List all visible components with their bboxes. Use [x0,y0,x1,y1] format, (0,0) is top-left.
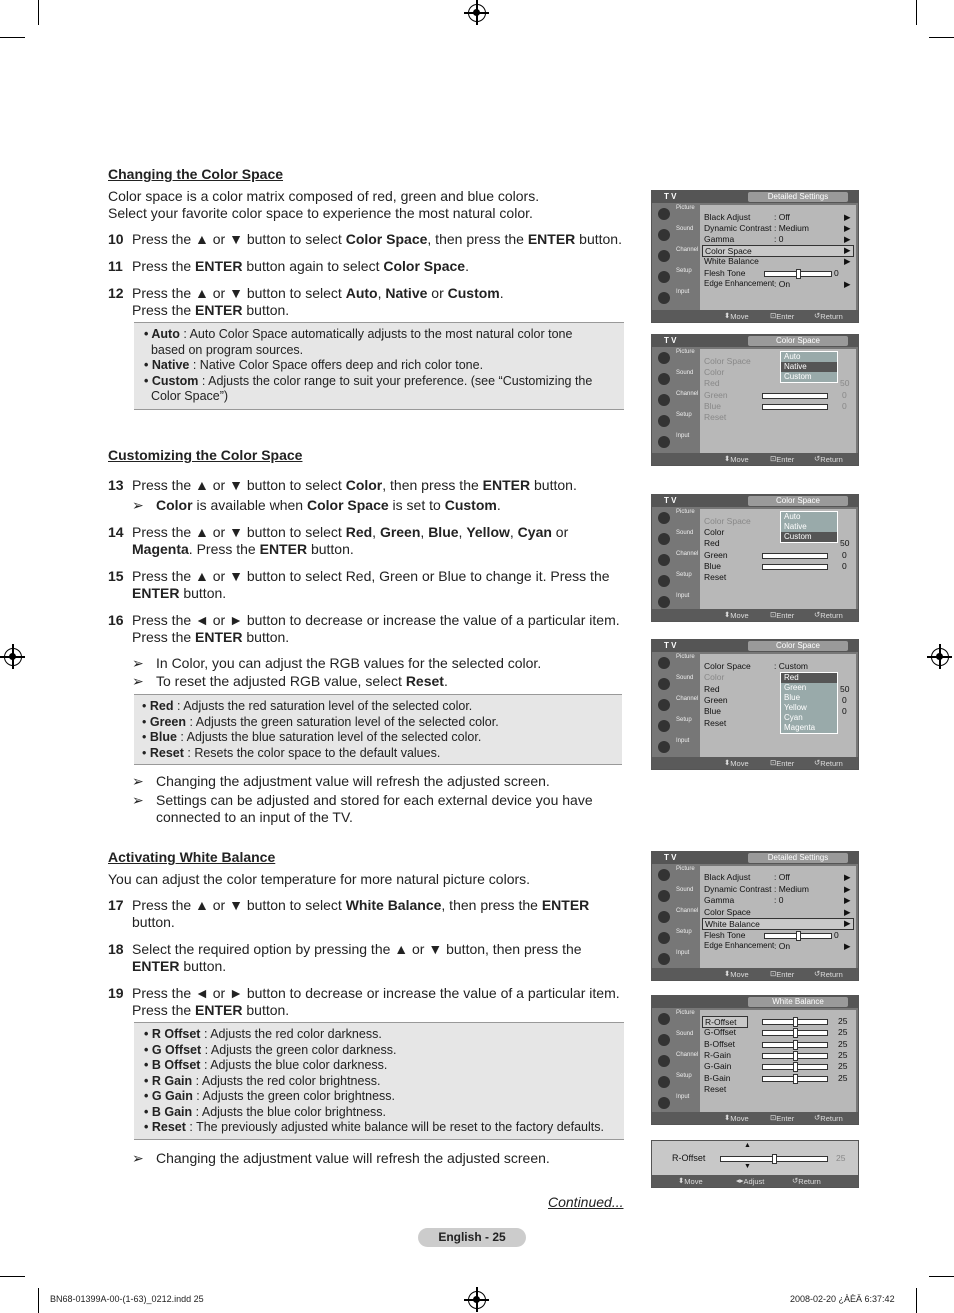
step-13: 13 Press the ▲ or ▼ button to select Color, then press the ENTER button. [108,477,577,493]
osd-detailed-settings: T V Detailed Settings Picture Sound Channel Setup Input Black Adjust : Off ▶ Dynamic Contrast : Medium ▶ Gamma : 0 ▶ Color Space ▶ White Balance ▶ Flesh Tone 0 Edge Enhancement : On ▶ ⬍ Move ⊡ Enter ↺ Return [651,190,859,323]
wb-row-label: B-Offset [704,1038,736,1049]
wb-row-label: Reset [704,1083,727,1094]
step-14: 14 Press the ▲ or ▼ button to select Red, Green, Blue, Yellow, Cyan or Magenta. Press the ENTER button. [108,524,569,557]
step-17: 17 Press the ▲ or ▼ button to select White Balance, then press the ENTER button. [108,897,590,930]
osd-color-space-options: T V Color Space Picture Sound Channel Setup Input Color Space Color Red Green Blue Reset 50 0 0 Auto Native Custom ⬍ Move ⊡ Enter ↺ Return [651,334,859,466]
option-box: • Auto : Auto Color Space automatically adjusts to the most natural color tone based on program sources. • Native : Native Color Space offers deep and rich color tone. • Custom : Adjusts the color range to suit your preference. (see “Customizing the Color Space”) [134,322,624,410]
note: ➢ In Color, you can adjust the RGB values for the selected color. [132,655,542,671]
wb-row-label: B-Gain [704,1072,731,1083]
option-box: • R Offset : Adjusts the red color darkness. • G Offset : Adjusts the green color darkness. • B Offset : Adjusts the blue color darkness. • R Gain : Adjusts the red color brightness. • G Gain : Adjusts the green color brightness. • B Gain : Adjusts the blue color brightness. • Reset : The previously adjusted white balance will be reset to the factory defaults. [134,1022,624,1140]
section-heading-white-balance: Activating White Balance [108,849,276,865]
wb-slider [762,1019,828,1025]
wb-slider [762,1076,828,1082]
crop-mark [38,0,39,25]
wb-slider [762,1042,828,1048]
section-heading-customizing: Customizing the Color Space [108,447,303,463]
osd-detailed-settings-wb: T V Detailed Settings Picture Sound Channel Setup Input Black Adjust : Off ▶ Dynamic Contrast : Medium ▶ Gamma : 0 ▶ Color Space ▶ White Balance ▶ Flesh Tone 0 Edge Enhancement : On ▶ ⬍ Move ⊡ Enter ↺ Return [651,851,859,981]
note: ➢ Color is available when Color Space is set to Custom. [132,497,501,513]
wb-row-label: R-Offset [702,1016,748,1028]
step-19: 19 Press the ◄ or ► button to decrease or increase the value of a particular item. Press the ENTER button. [108,985,620,1018]
wb-row-label: R-Gain [704,1049,731,1060]
note: ➢ Settings can be adjusted and stored for each external device you have connected to an input of the TV. [132,792,593,825]
wb-value: 25 [838,1016,848,1026]
crop-mark [916,0,917,25]
wb-value: 25 [838,1038,848,1049]
crop-mark [0,37,25,38]
section-heading-color-space: Changing the Color Space [108,166,284,182]
registration-mark-icon [931,648,949,666]
intro-line: Select your favorite color space to experience the most natural color. [108,205,533,221]
crop-mark [0,1276,25,1277]
note: ➢ Changing the adjustment value will refresh the adjusted screen. [132,1150,550,1166]
wb-value: 25 [838,1049,848,1060]
footer-file: BN68-01399A-00-(1-63)_0212.indd 25 [50,1294,204,1304]
step-11: 11 Press the ENTER button again to select Color Space. [108,258,469,274]
step-12: 12 Press the ▲ or ▼ button to select Auto, Native or Custom. Press the ENTER button. [108,285,504,318]
note: ➢ To reset the adjusted RGB value, select Reset. [132,673,448,689]
osd-r-offset-slider: ▲ R-Offset 25 ▼ ⬍ Move ◂▸ Adjust ↺ Return [651,1140,859,1188]
step-18: 18 Select the required option by pressing the ▲ or ▼ button, then press the ENTER button. [108,941,582,974]
intro-line: You can adjust the color temperature for more natural picture colors. [108,871,531,887]
crop-mark [38,1288,39,1313]
crop-mark [916,1288,917,1313]
wb-slider [762,1053,828,1059]
wb-row-label: G-Gain [704,1061,732,1072]
registration-mark-icon [4,648,22,666]
footer-date: 2008-02-20 ¿ÀÈÄ 6:37:42 [790,1294,895,1304]
crop-mark [929,1276,954,1277]
continued-label: Continued... [548,1194,624,1210]
page-number-label: English - 25 [418,1228,526,1247]
wb-row-label: G-Offset [704,1027,736,1038]
option-box: • Red : Adjusts the red saturation level of the selected color. • Green : Adjusts the green saturation level of the selected color. • Blue : Adjusts the blue saturation level of the selected color. • Reset : Resets the color space to the default values. [134,694,622,765]
osd-color-space-custom: T V Color Space Picture Sound Channel Setup Input Color Space Color Red Green Blue Reset 50 0 0 Auto Native Custom ⬍ Move ⊡ Enter ↺ Return [651,494,859,622]
step-10: 10 Press the ▲ or ▼ button to select Color Space, then press the ENTER button. [108,231,622,247]
registration-mark-icon [468,4,486,22]
wb-value: 25 [838,1027,848,1038]
note: ➢ Changing the adjustment value will refresh the adjusted screen. [132,773,550,789]
wb-slider [762,1030,828,1036]
intro-line: Color space is a color matrix composed of red, green and blue colors. [108,188,540,204]
step-16: 16 Press the ◄ or ► button to decrease or increase the value of a particular item. Press the ENTER button. [108,612,620,645]
crop-mark [929,37,954,38]
registration-mark-icon [468,1291,486,1309]
wb-value: 25 [838,1061,848,1072]
step-15: 15 Press the ▲ or ▼ button to select Red, Green or Blue to change it. Press the ENTER button. [108,568,610,601]
wb-value: 25 [838,1072,848,1083]
osd-color-options: T V Color Space Picture Sound Channel Setup Input Color Space : Custom Color Red Green Blue Reset 50 0 0 Red Green Blue Yellow Cyan Magenta ⬍ Move ⊡ Enter ↺ Return [651,639,859,770]
wb-slider [762,1064,828,1070]
osd-white-balance: White Balance Picture Sound Channel Setup Input R-Offset 25 G-Offset 25 B-Offset 25 R-Gain 25 G-Gain 25 B-Gain 25 Reset ⬍ Move ⊡ Enter ↺ Return [651,995,859,1125]
